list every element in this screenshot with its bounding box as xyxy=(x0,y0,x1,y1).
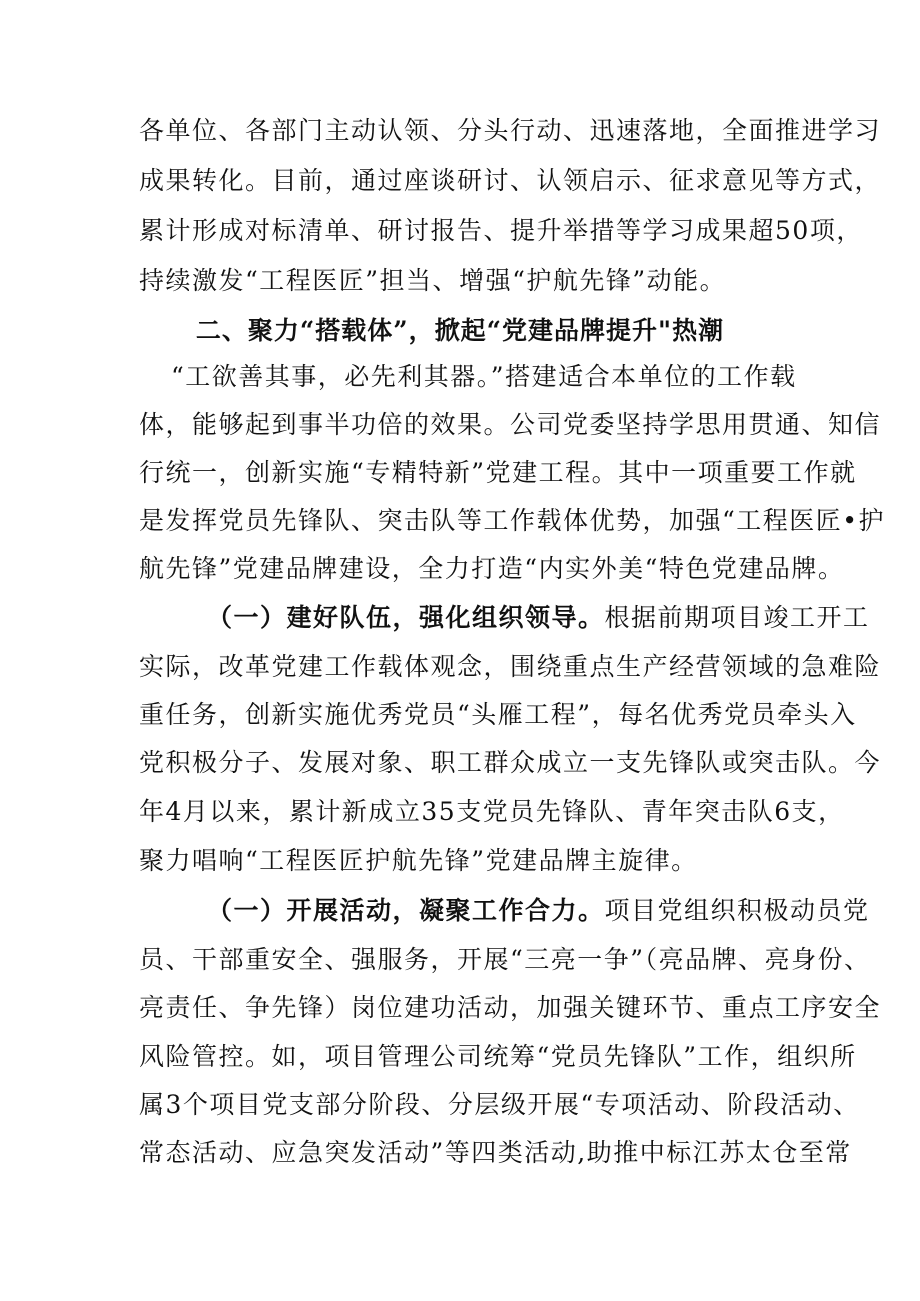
subsection-2-line-5: 属3个项目党支部分阶段、分层级开展“专项活动、阶段活动、 xyxy=(139,1090,860,1119)
subsection-1-first-line xyxy=(207,603,870,633)
paragraph-2-line-1: “工欲善其事，必先利其器。”搭建适合本单位的工作载 xyxy=(171,362,797,391)
subsection-1-title: （一）建好队伍，强化组织领导。 xyxy=(207,603,605,632)
subsection-1-first-line-text: 根据前期项目竣工开工 xyxy=(604,603,870,632)
subsection-2-line-3: 亮责任、争先锋）岗位建功活动，加强关键环节、重点工序安全 xyxy=(139,993,882,1022)
subsection-1-line-4: 党积极分子、发展对象、职工群众成立一支先锋队或突击队。今 xyxy=(139,748,882,777)
subsection-1-line-3: 重任务，创新实施优秀党员“头雁工程”，每名优秀党员牵头入 xyxy=(139,700,857,729)
subsection-2-title: （一）开展活动，凝聚工作合力。 xyxy=(207,896,605,925)
subsection-2-line-6: 常态活动、应急突发活动”等四类活动,助推中标江苏太仓至常 xyxy=(139,1138,852,1167)
paragraph-2-line-4: 是发挥党员先锋队、突击队等工作载体优势，加强“工程医匠•护 xyxy=(139,506,886,535)
subsection-2-first-line xyxy=(207,896,870,926)
subsection-2-line-2: 员、干部重安全、强服务，开展“三亮一争”（亮品牌、亮身份、 xyxy=(139,945,871,974)
paragraph-1-line-2: 成果转化。目前，通过座谈研讨、认领启示、征求意见等方式， xyxy=(139,166,882,195)
paragraph-1-line-1: 各单位、各部门主动认领、分头行动、迅速落地，全面推进学习 xyxy=(139,116,882,145)
paragraph-2-line-2: 体，能够起到事半功倍的效果。公司党委坚持学思用贯通、知信 xyxy=(139,410,882,439)
subsection-1-line-5: 年4月以来，累计新成立35支党员先锋队、青年突击队6支， xyxy=(139,797,845,826)
subsection-2-first-line-text: 项目党组织积极动员党 xyxy=(604,896,870,925)
paragraph-2-line-5: 航先锋”党建品牌建设，全力打造“内实外美“特色党建品牌。 xyxy=(139,554,845,583)
paragraph-2-line-3: 行统一，创新实施“专精特新”党建工程。其中一项重要工作就 xyxy=(139,458,857,487)
subsection-1-line-6: 聚力唱响“工程医匠护航先锋”党建品牌主旋律。 xyxy=(139,846,698,875)
section-heading: 二、聚力“搭载体”，掀起“党建品牌提升"热潮 xyxy=(195,316,725,345)
subsection-1-line-2: 实际，改革党建工作载体观念，围绕重点生产经营领域的急难险 xyxy=(139,652,882,681)
paragraph-1-line-3: 累计形成对标清单、研讨报告、提升举措等学习成果超50项， xyxy=(139,216,863,245)
paragraph-1-line-4: 持续激发“工程医匠”担当、增强“护航先锋”动能。 xyxy=(139,266,727,295)
subsection-2-line-4: 风险管控。如，项目管理公司统筹“党员先锋队”工作，组织所 xyxy=(139,1042,857,1071)
